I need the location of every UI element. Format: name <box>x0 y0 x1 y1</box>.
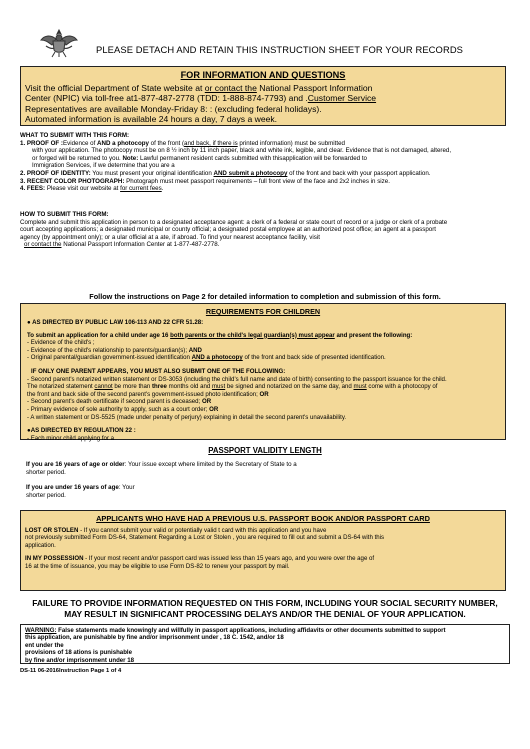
regulation-heading: AS DIRECTED BY REGULATION 22 : <box>30 427 136 435</box>
previous-title: APPLICANTS WHO HAVE HAD A PREVIOUS U.S. PASSPORT BOOK AND/OR PASSPORT CARD <box>96 514 430 523</box>
info-text: National Passport Information <box>256 83 373 93</box>
req-text: and present the following: <box>334 331 413 339</box>
req-item: The notarized statement <box>27 383 95 391</box>
req-item: - Primary evidence of sole authority to apply, such as a court order; <box>27 405 210 413</box>
prev-text: application. <box>25 541 56 549</box>
emphasis: AND a photocopy <box>191 354 243 362</box>
req-item: be signed and notarized on the same day, and <box>225 383 354 391</box>
emphasis: AND submit a photocopy <box>213 169 288 177</box>
failure-line: FAILURE TO PROVIDE INFORMATION REQUESTED ON THIS FORM, INCLUDING YOUR SOCIAL SECURITY NUMBER, <box>32 598 498 608</box>
item-text: or forged will be returned to you. <box>32 154 123 162</box>
page-header: PLEASE DETACH AND RETAIN THIS INSTRUCTION SHEET FOR YOUR RECORDS <box>96 44 464 55</box>
info-automated: Automated information is available 24 hours a day, 7 days a week. <box>25 113 278 124</box>
warning-label: WARNING: <box>25 627 57 634</box>
req-item: - Second parent's notarized written statement or DS-3053 (including the child's full name and date of birth) consenting to the passport issuance for the child. <box>27 375 447 383</box>
how-text: Complete and submit this application in person to a designated acceptance agent: a clerk of a federal or state court of record or a judge or clerk of a probate <box>20 218 448 226</box>
warning-body <box>25 627 505 664</box>
warning-box <box>20 624 510 664</box>
information-title: FOR INFORMATION AND QUESTIONS <box>180 70 346 80</box>
law-heading: AS DIRECTED BY PUBLIC LAW 106-113 AND 22 CFR 51.28: <box>32 319 204 326</box>
req-item: - A written statement or DS-5525 (made under penalty of perjury) explaining in detail the second parent's unavailability. <box>27 413 347 421</box>
failure-line: MAY RESULT IN SIGNIFICANT PROCESSING DELAYS AND/OR THE DENIAL OF YOUR APPLICATION. <box>64 608 466 619</box>
children-body: ● AS DIRECTED BY PUBLIC LAW 106-113 AND 22 CFR 51.28: To submit an application for a child under age 16 both parents or the child's legal guardian(s) must appear and present the following: - Evidence of the child's ; - Evidence of the child's relationship to parents/guardian(s); AND - Original parental/guardian government-issued identification AND a photocopy of the front and back side of presented identification. IF ONLY ONE PARENT APPEARS, YOU MUST ALSO SUBMIT ONE OF THE FOLLOWING: - Second parent's notarized written statement or DS-3053 (including the child's full name and date of birth) consenting to the passport issuance for the child. The notarized statement cannot be more than three months old and must be signed and notarized on the same day, and must come with a photocopy of the front and back side of the second parent's government-issued photo identification; OR - Second parent's death certificate if second parent is deceased; OR - Primary evidence of sole authority to apply, such as a court order; OR - A written statement or DS-5525 (made under penalty of perjury) explaining in detail the second parent's unavailability. ●AS DIRECTED BY REGULATION 22 : - Each minor child applying for a <box>27 319 499 442</box>
req-text: To submit an application for a child under age 16 <box>27 331 171 339</box>
emphasis: must <box>353 383 367 391</box>
prev-text: - If you cannot submit your valid or potentially valid t card with this application and you have <box>78 527 327 534</box>
emphasis: both parents or the child's legal guardian(s) must appear <box>170 331 335 339</box>
emphasis: must <box>211 383 226 391</box>
validity-label: If you are 16 years of age or older <box>26 461 125 468</box>
section-heading: WHAT TO SUBMIT WITH THIS FORM: <box>20 132 130 139</box>
info-hours: Representatives are available Monday-Friday 8: : (excluding federal holidays). <box>25 103 322 114</box>
req-item: - Second parent's death certificate if second parent is deceased; <box>27 398 202 406</box>
how-text: National Passport Information Center at 1-877-487-2778. <box>61 241 220 249</box>
contact-link[interactable]: or contact the <box>24 241 62 249</box>
req-item: be more than <box>112 383 152 391</box>
failure-notice <box>20 598 510 619</box>
validity-text: shorter period. <box>26 468 66 476</box>
warning-text: provisions of 18 ations is punishable <box>25 649 133 657</box>
emphasis: OR <box>209 405 219 413</box>
information-body <box>25 83 499 124</box>
follow-instructions: Follow the instructions on Page 2 for detailed information to completion and submission of this form. <box>89 292 441 301</box>
req-item: - Original parental/guardian government-issued identification <box>27 354 192 362</box>
item-text: Please visit our website at <box>45 185 121 193</box>
item-text: . <box>161 185 164 193</box>
emphasis: three <box>152 383 167 391</box>
prev-text: - If your most recent and/or passport card was issued less than 15 years ago, and you were over the age of <box>83 555 375 563</box>
validity-section <box>26 461 506 507</box>
emphasis: AND <box>188 346 202 354</box>
emphasis: AND a photocopy <box>97 139 149 147</box>
item-label: 4. FEES: <box>20 185 46 193</box>
previous-passport-box <box>20 510 506 591</box>
req-item: - Each minor child applying for a <box>27 434 115 442</box>
possession-label: IN MY POSSESSION <box>25 555 84 563</box>
item-text: of the front ( <box>148 139 185 147</box>
req-item: months old and <box>166 383 212 391</box>
req-item: of the front and back side of presented identification. <box>242 354 386 362</box>
item-label: 3. RECENT COLOR PHOTOGRAPH: <box>20 177 125 185</box>
validity-text: shorter period. <box>26 491 66 499</box>
emphasis: OR <box>201 398 212 406</box>
req-item: the front and back side of the second parent's government-issued photo identification; <box>27 390 260 398</box>
req-item: - Evidence of the child's relationship to parents/guardian(s); <box>27 346 189 354</box>
prev-text: 16 at the time of issuance, you may be eligible to use Form DS-82 to renew your passport by mail. <box>25 562 290 570</box>
info-text: Visit the official Department of State website at <box>25 83 205 93</box>
one-parent-heading: IF ONLY ONE PARENT APPEARS, YOU MUST ALSO SUBMIT ONE OF THE FOLLOWING: <box>31 367 286 375</box>
req-item: come with a photocopy of <box>366 383 438 391</box>
contact-link[interactable]: or contact the <box>204 83 257 93</box>
item-text: printed information) must be submitted <box>237 139 346 147</box>
department-seal-icon <box>40 26 78 58</box>
item-text: Evidence of <box>62 139 98 147</box>
warning-text: this application, are punishable by fine and/or imprisonment under , 18 C. 1542, and/or 18 <box>25 634 284 642</box>
item-text: with your application. The photocopy must be on 8 ½ inch by 11 inch paper, black and white ink, legible, and clear. Evidence that is not damaged, altered, <box>32 147 452 155</box>
customer-service-link[interactable]: Customer Service <box>307 93 377 104</box>
what-to-submit-section <box>20 132 510 193</box>
section-heading: HOW TO SUBMIT THIS FORM: <box>20 211 109 218</box>
warning-text: False statements made knowingly and willfully in passport applications, including affidavits or other documents submitted to support <box>56 627 446 634</box>
info-text: . <box>305 93 308 104</box>
warning-text: by fine and/or imprisonment under 18 <box>25 656 135 664</box>
item-label: 2. PROOF OF IDENTITY: <box>20 169 91 177</box>
item-text: You must present your original identification <box>90 169 214 177</box>
children-title: REQUIREMENTS FOR CHILDREN <box>205 307 321 316</box>
emphasis: cannot <box>94 383 113 391</box>
validity-title: PASSPORT VALIDITY LENGTH <box>208 446 322 455</box>
emphasis: and back, if there is <box>184 139 238 147</box>
item-label: 1. PROOF OF : <box>20 139 63 147</box>
validity-text: : Your issue except where limited by the Secretary of State to a <box>124 461 297 468</box>
fees-link[interactable]: for current fees <box>120 185 162 193</box>
item-text: of the front and back with your passport application. <box>287 169 431 177</box>
info-text: Center (NPIC) via toll-free at1-877-487-2778 (TDD: 1-888-874-7793) and <box>25 93 306 104</box>
children-requirements-box <box>20 303 506 440</box>
prev-text: required to fill out and submit a DS-64 with this <box>258 534 385 542</box>
how-to-submit-section <box>20 211 510 249</box>
information-box <box>20 66 506 126</box>
how-text: agency (by appointment only); or a ular official at a ate, if abroad. To find your nearest acceptance facility, visit <box>20 233 320 241</box>
item-text: Immigration Services, if we determine that you are a <box>32 162 175 170</box>
page-footer: DS-11 06-2016Instruction Page 1 of 4 <box>20 668 122 674</box>
prev-text: not previously submitted Form DS-64, Statement Regarding a Lost or Stolen , you are <box>25 534 257 542</box>
lost-label: LOST OR STOLEN <box>25 527 79 534</box>
previous-body <box>25 527 499 576</box>
item-text: Photograph must meet passport requirements – full front view of the face and 2x2 inches in size. <box>124 177 390 185</box>
note-label: Note: <box>122 154 139 162</box>
validity-text: : Your <box>118 484 135 492</box>
validity-label: If you are under 16 years of age <box>26 484 119 492</box>
item-text: Lawful permanent resident cards submitted with thisapplication will be forwarded to <box>138 154 367 162</box>
how-text: court accepting applications; a designated municipal or county official; a designated postal employee at an authorized post office; an agent at a passport <box>20 226 436 234</box>
warning-text: ent under the <box>25 641 64 649</box>
emphasis: OR <box>259 390 269 398</box>
req-item: - Evidence of the child's ; <box>27 339 95 347</box>
